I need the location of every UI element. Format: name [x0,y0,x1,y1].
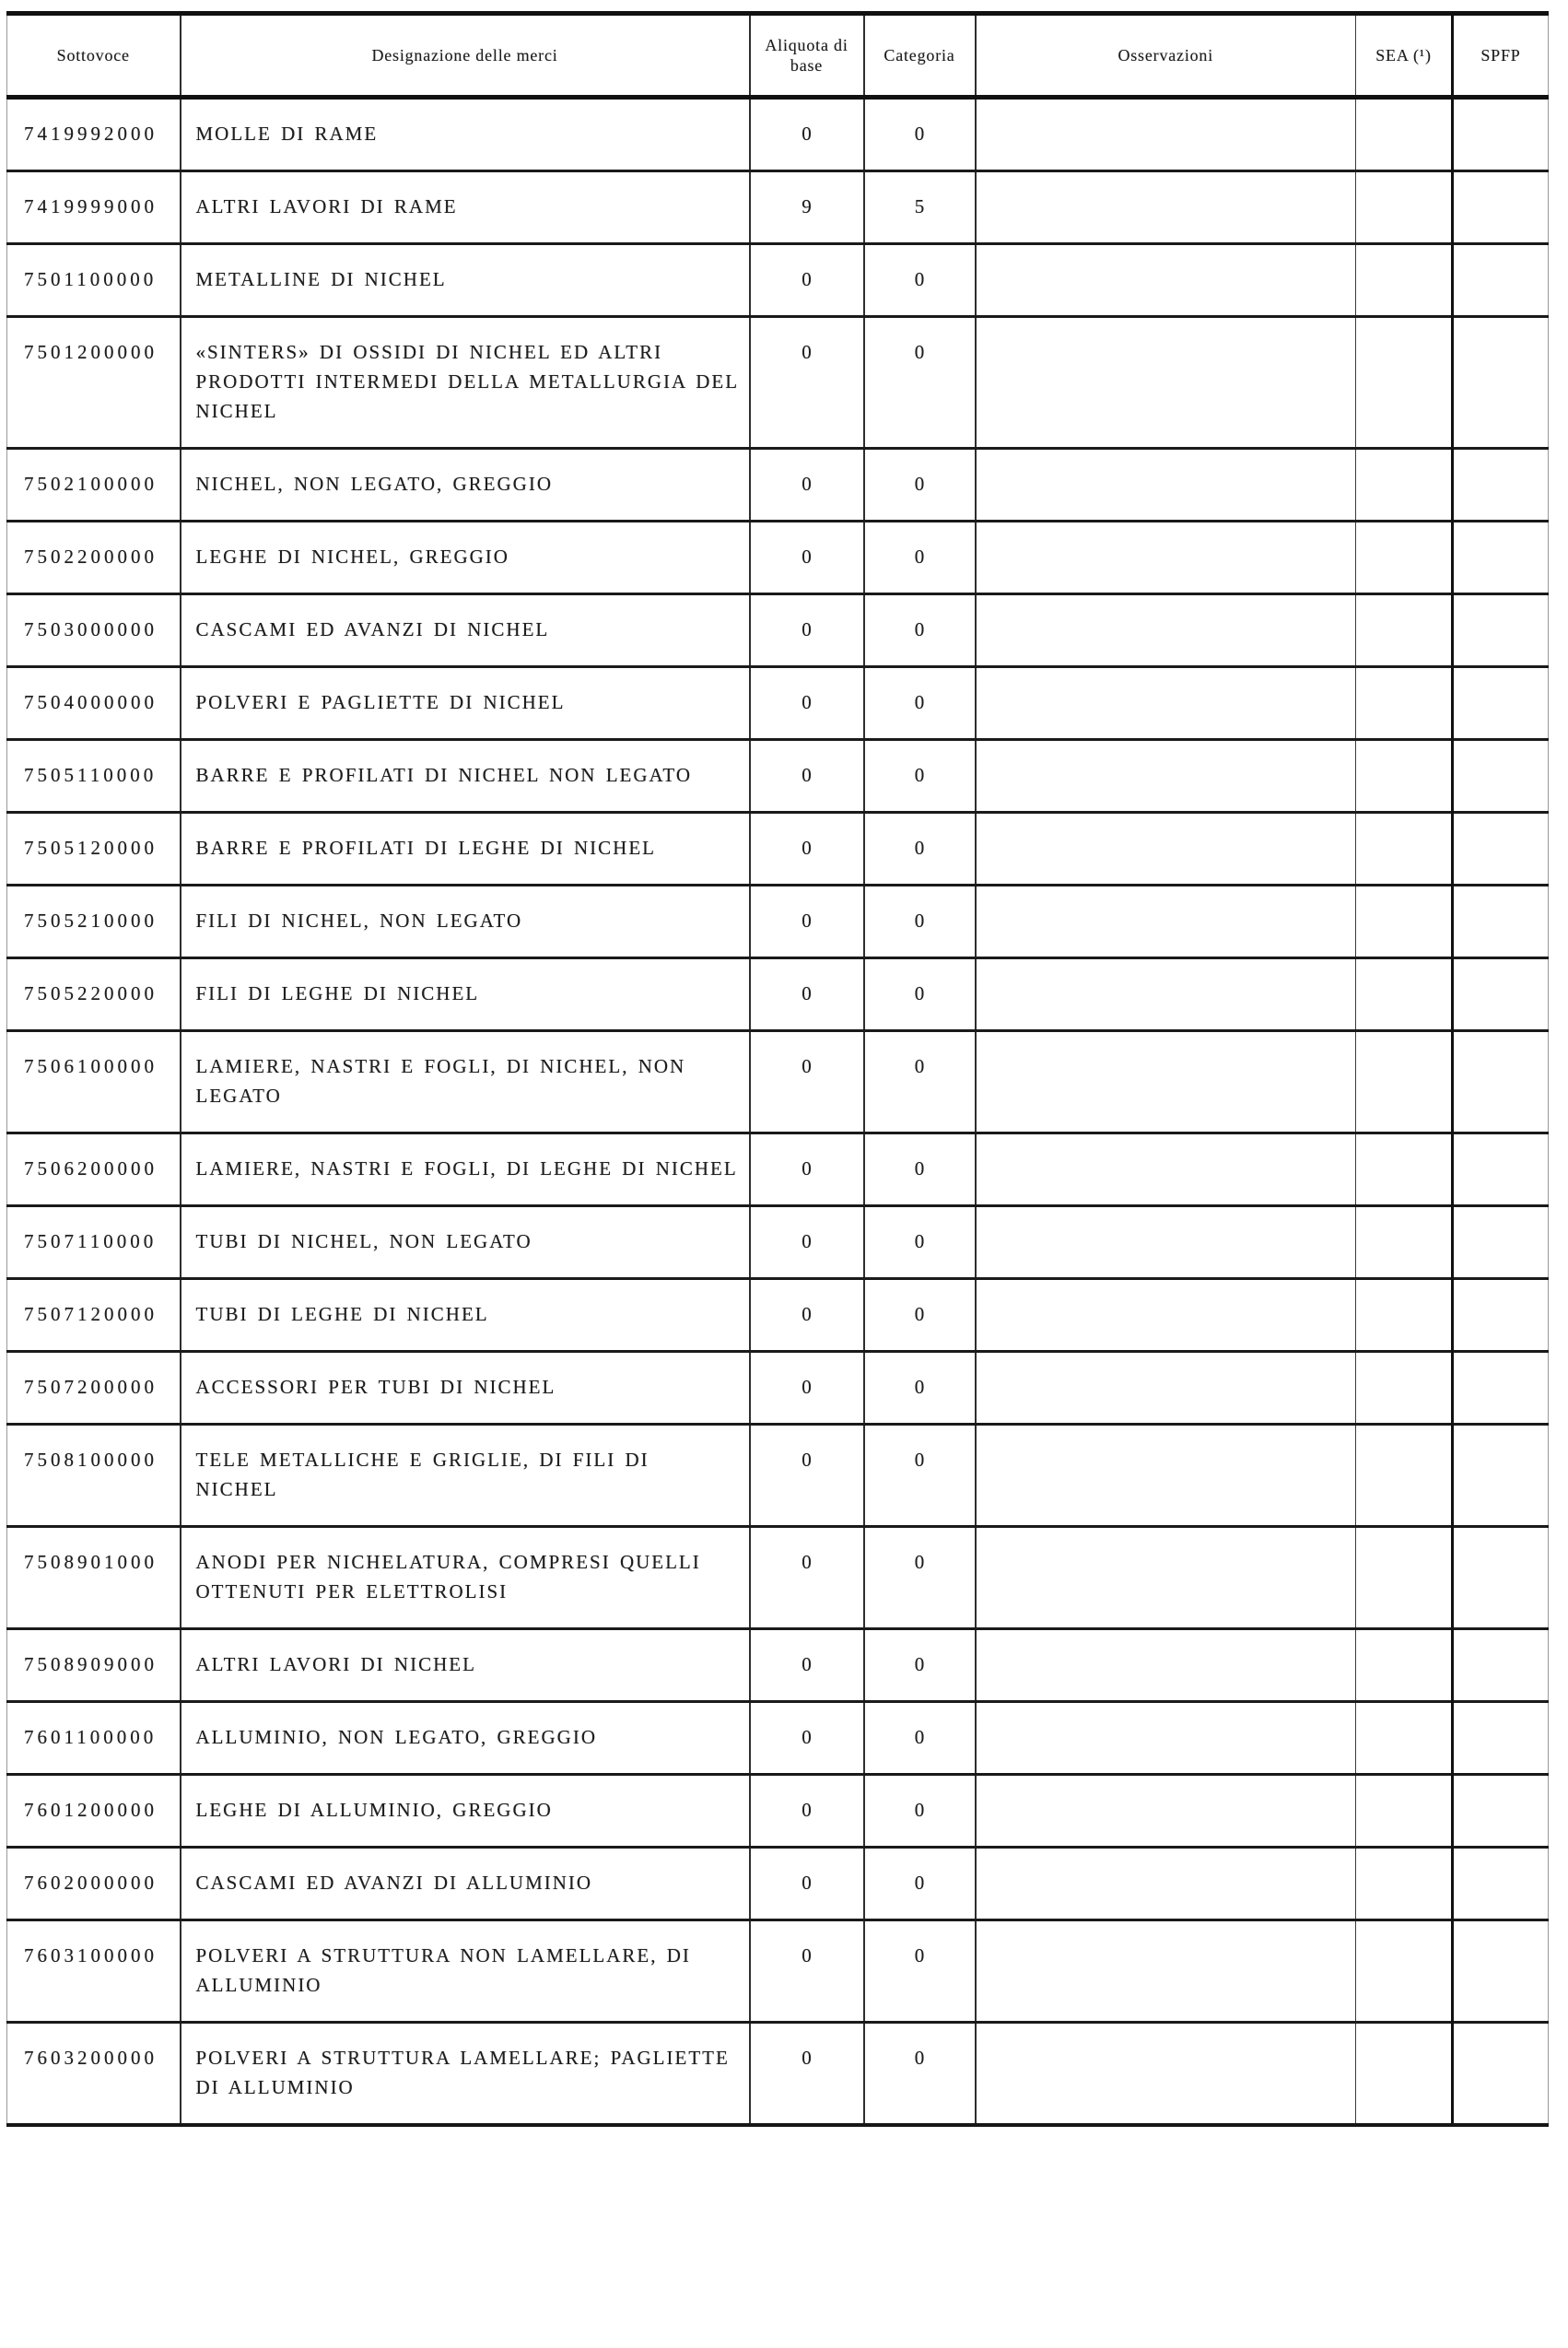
cell-sea [1356,1527,1453,1629]
cell-sottovoce: 7601200000 [7,1775,181,1848]
cell-aliquota-di-base: 0 [750,886,864,958]
cell-osservazioni [976,886,1356,958]
cell-osservazioni [976,1352,1356,1425]
cell-spfp [1453,594,1549,667]
cell-sottovoce: 7505210000 [7,886,181,958]
cell-spfp [1453,1352,1549,1425]
cell-sea [1356,1425,1453,1527]
cell-categoria: 0 [864,1133,976,1206]
cell-spfp [1453,1425,1549,1527]
cell-spfp [1453,2023,1549,2126]
header-row [7,14,1549,98]
cell-sottovoce: 7508909000 [7,1629,181,1702]
cell-categoria: 0 [864,740,976,813]
cell-sottovoce: 7602000000 [7,1848,181,1920]
cell-designazione: TUBI DI LEGHE DI NICHEL [181,1279,750,1352]
cell-aliquota-di-base: 0 [750,317,864,449]
cell-sea [1356,958,1453,1031]
cell-spfp [1453,958,1549,1031]
table-row [7,958,1549,1031]
col-header-osservazioni: Osservazioni [976,14,1356,98]
cell-sea [1356,667,1453,740]
cell-categoria: 0 [864,317,976,449]
cell-sottovoce: 7601100000 [7,1702,181,1775]
col-header-sottovoce: Sottovoce [7,14,181,98]
cell-sottovoce: 7505220000 [7,958,181,1031]
cell-categoria: 0 [864,1702,976,1775]
table-row [7,449,1549,522]
cell-aliquota-di-base: 0 [750,1206,864,1279]
table-row [7,171,1549,244]
cell-aliquota-di-base: 0 [750,522,864,594]
cell-sottovoce: 7505110000 [7,740,181,813]
cell-spfp [1453,1206,1549,1279]
table-row [7,98,1549,171]
cell-sea [1356,1279,1453,1352]
cell-sottovoce: 7504000000 [7,667,181,740]
cell-categoria: 0 [864,1527,976,1629]
cell-osservazioni [976,1206,1356,1279]
cell-sottovoce: 7501200000 [7,317,181,449]
cell-osservazioni [976,98,1356,171]
cell-sea [1356,886,1453,958]
cell-categoria: 0 [864,1279,976,1352]
cell-categoria: 0 [864,813,976,886]
cell-sottovoce: 7508901000 [7,1527,181,1629]
cell-osservazioni [976,1848,1356,1920]
cell-osservazioni [976,1629,1356,1702]
cell-sea [1356,1848,1453,1920]
table-row [7,886,1549,958]
cell-aliquota-di-base: 0 [750,1629,864,1702]
cell-sea [1356,594,1453,667]
table-row [7,1031,1549,1133]
cell-categoria: 0 [864,1848,976,1920]
cell-designazione: CASCAMI ED AVANZI DI ALLUMINIO [181,1848,750,1920]
table-row [7,1425,1549,1527]
cell-aliquota-di-base: 0 [750,2023,864,2126]
cell-categoria: 0 [864,958,976,1031]
cell-sottovoce: 7502200000 [7,522,181,594]
cell-osservazioni [976,1920,1356,2023]
table-row [7,667,1549,740]
cell-categoria: 5 [864,171,976,244]
table-row [7,1352,1549,1425]
cell-spfp [1453,98,1549,171]
cell-aliquota-di-base: 0 [750,1425,864,1527]
cell-aliquota-di-base: 0 [750,1031,864,1133]
table-row [7,1920,1549,2023]
cell-categoria: 0 [864,522,976,594]
cell-aliquota-di-base: 0 [750,1848,864,1920]
cell-osservazioni [976,1775,1356,1848]
table-header [7,14,1549,98]
cell-aliquota-di-base: 0 [750,813,864,886]
cell-sottovoce: 7507110000 [7,1206,181,1279]
cell-sea [1356,171,1453,244]
cell-aliquota-di-base: 9 [750,171,864,244]
cell-sea [1356,1629,1453,1702]
cell-designazione: BARRE E PROFILATI DI LEGHE DI NICHEL [181,813,750,886]
cell-osservazioni [976,958,1356,1031]
cell-categoria: 0 [864,594,976,667]
cell-sea [1356,98,1453,171]
table-row [7,522,1549,594]
cell-sea [1356,1352,1453,1425]
cell-categoria: 0 [864,886,976,958]
col-header-spfp: SPFP [1453,14,1549,98]
col-header-sea: SEA (¹) [1356,14,1453,98]
cell-osservazioni [976,1527,1356,1629]
table-row [7,244,1549,317]
cell-categoria: 0 [864,449,976,522]
cell-osservazioni [976,244,1356,317]
cell-aliquota-di-base: 0 [750,244,864,317]
cell-designazione: ALLUMINIO, NON LEGATO, GREGGIO [181,1702,750,1775]
cell-spfp [1453,1702,1549,1775]
table-row [7,1527,1549,1629]
cell-aliquota-di-base: 0 [750,1702,864,1775]
cell-sottovoce: 7419992000 [7,98,181,171]
cell-sottovoce: 7503000000 [7,594,181,667]
cell-aliquota-di-base: 0 [750,98,864,171]
cell-osservazioni [976,449,1356,522]
cell-spfp [1453,740,1549,813]
cell-spfp [1453,813,1549,886]
cell-designazione: TELE METALLICHE E GRIGLIE, DI FILI DI NICHEL [181,1425,750,1527]
cell-categoria: 0 [864,1425,976,1527]
cell-osservazioni [976,667,1356,740]
table-row [7,1702,1549,1775]
cell-aliquota-di-base: 0 [750,1279,864,1352]
cell-sottovoce: 7501100000 [7,244,181,317]
cell-spfp [1453,1133,1549,1206]
cell-aliquota-di-base: 0 [750,594,864,667]
cell-osservazioni [976,1425,1356,1527]
cell-sottovoce: 7506200000 [7,1133,181,1206]
table-row [7,1279,1549,1352]
cell-designazione: LEGHE DI ALLUMINIO, GREGGIO [181,1775,750,1848]
cell-categoria: 0 [864,244,976,317]
table-row [7,1133,1549,1206]
cell-designazione: BARRE E PROFILATI DI NICHEL NON LEGATO [181,740,750,813]
cell-designazione: LEGHE DI NICHEL, GREGGIO [181,522,750,594]
table-row [7,1775,1549,1848]
cell-spfp [1453,1527,1549,1629]
cell-categoria: 0 [864,1775,976,1848]
cell-aliquota-di-base: 0 [750,1527,864,1629]
cell-aliquota-di-base: 0 [750,667,864,740]
cell-designazione: LAMIERE, NASTRI E FOGLI, DI LEGHE DI NICHEL [181,1133,750,1206]
cell-sea [1356,813,1453,886]
cell-designazione: LAMIERE, NASTRI E FOGLI, DI NICHEL, NON LEGATO [181,1031,750,1133]
cell-sea [1356,1206,1453,1279]
cell-sottovoce: 7507200000 [7,1352,181,1425]
cell-designazione: METALLINE DI NICHEL [181,244,750,317]
cell-categoria: 0 [864,1206,976,1279]
table-row [7,1848,1549,1920]
cell-osservazioni [976,1279,1356,1352]
cell-aliquota-di-base: 0 [750,958,864,1031]
cell-osservazioni [976,740,1356,813]
cell-aliquota-di-base: 0 [750,1920,864,2023]
tariff-table [6,11,1549,2127]
cell-osservazioni [976,2023,1356,2126]
cell-sottovoce: 7508100000 [7,1425,181,1527]
cell-designazione: FILI DI LEGHE DI NICHEL [181,958,750,1031]
cell-sottovoce: 7419999000 [7,171,181,244]
cell-categoria: 0 [864,98,976,171]
col-header-aliquota: Aliquota di base [750,14,864,98]
cell-designazione: POLVERI A STRUTTURA LAMELLARE; PAGLIETTE DI ALLUMINIO [181,2023,750,2126]
cell-categoria: 0 [864,1629,976,1702]
table-body [7,98,1549,2126]
cell-osservazioni [976,594,1356,667]
cell-designazione: ALTRI LAVORI DI NICHEL [181,1629,750,1702]
table-row [7,740,1549,813]
cell-osservazioni [976,171,1356,244]
cell-spfp [1453,1031,1549,1133]
cell-categoria: 0 [864,1920,976,2023]
table-row [7,813,1549,886]
cell-categoria: 0 [864,667,976,740]
cell-sottovoce: 7603100000 [7,1920,181,2023]
cell-osservazioni [976,1702,1356,1775]
table-row [7,594,1549,667]
cell-categoria: 0 [864,1352,976,1425]
cell-sea [1356,522,1453,594]
cell-sea [1356,1031,1453,1133]
col-header-designazione: Designazione delle merci [181,14,750,98]
cell-sea [1356,1775,1453,1848]
cell-aliquota-di-base: 0 [750,740,864,813]
cell-spfp [1453,886,1549,958]
cell-spfp [1453,1848,1549,1920]
cell-designazione: NICHEL, NON LEGATO, GREGGIO [181,449,750,522]
cell-aliquota-di-base: 0 [750,1775,864,1848]
cell-designazione: FILI DI NICHEL, NON LEGATO [181,886,750,958]
cell-sea [1356,2023,1453,2126]
cell-spfp [1453,522,1549,594]
cell-designazione: ALTRI LAVORI DI RAME [181,171,750,244]
cell-osservazioni [976,1133,1356,1206]
cell-designazione: POLVERI A STRUTTURA NON LAMELLARE, DI ALLUMINIO [181,1920,750,2023]
table-row [7,1629,1549,1702]
cell-categoria: 0 [864,2023,976,2126]
cell-aliquota-di-base: 0 [750,1133,864,1206]
cell-sottovoce: 7603200000 [7,2023,181,2126]
cell-sea [1356,1133,1453,1206]
cell-designazione: CASCAMI ED AVANZI DI NICHEL [181,594,750,667]
col-header-categoria: Categoria [864,14,976,98]
cell-spfp [1453,171,1549,244]
cell-designazione: ACCESSORI PER TUBI DI NICHEL [181,1352,750,1425]
cell-aliquota-di-base: 0 [750,449,864,522]
cell-aliquota-di-base: 0 [750,1352,864,1425]
cell-designazione: TUBI DI NICHEL, NON LEGATO [181,1206,750,1279]
cell-spfp [1453,244,1549,317]
cell-spfp [1453,1279,1549,1352]
cell-sea [1356,317,1453,449]
cell-designazione: POLVERI E PAGLIETTE DI NICHEL [181,667,750,740]
table-row [7,2023,1549,2126]
table-row [7,317,1549,449]
cell-sea [1356,244,1453,317]
cell-designazione: «SINTERS» DI OSSIDI DI NICHEL ED ALTRI PRODOTTI INTERMEDI DELLA METALLURGIA DEL NICHEL [181,317,750,449]
cell-sea [1356,449,1453,522]
cell-categoria: 0 [864,1031,976,1133]
cell-designazione: ANODI PER NICHELATURA, COMPRESI QUELLI OTTENUTI PER ELETTROLISI [181,1527,750,1629]
cell-osservazioni [976,1031,1356,1133]
cell-designazione: MOLLE DI RAME [181,98,750,171]
cell-sottovoce: 7505120000 [7,813,181,886]
cell-osservazioni [976,317,1356,449]
cell-spfp [1453,1629,1549,1702]
cell-osservazioni [976,522,1356,594]
cell-sottovoce: 7507120000 [7,1279,181,1352]
cell-osservazioni [976,813,1356,886]
cell-sottovoce: 7506100000 [7,1031,181,1133]
cell-sea [1356,1920,1453,2023]
cell-spfp [1453,317,1549,449]
cell-sottovoce: 7502100000 [7,449,181,522]
cell-spfp [1453,449,1549,522]
cell-sea [1356,1702,1453,1775]
cell-sea [1356,740,1453,813]
cell-spfp [1453,1775,1549,1848]
table-row [7,1206,1549,1279]
cell-spfp [1453,1920,1549,2023]
cell-spfp [1453,667,1549,740]
